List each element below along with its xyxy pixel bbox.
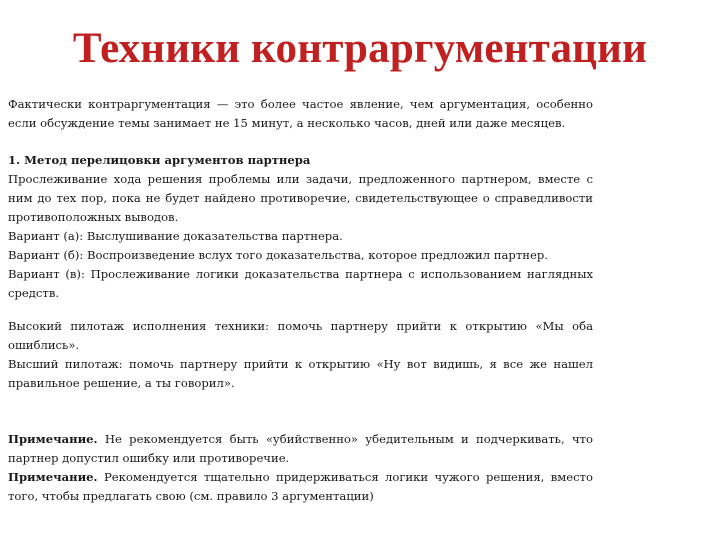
mastery-high — [8, 317, 593, 355]
variant-c — [8, 265, 593, 303]
spacer — [8, 303, 593, 317]
note-1 — [8, 430, 593, 468]
note-2 — [8, 468, 593, 506]
slide-title: Техники контраргументации — [72, 25, 648, 72]
mastery-highest-text: помочь партнеру прийти к открытию «Ну вот видишь, я все же нашел правильное решение, а ты говорил». — [8, 357, 594, 390]
variant-a — [8, 227, 593, 246]
intro-paragraph: Фактически контраргументация — это более частое явление, чем аргументация, особенно если обсуждение темы занимает не 15 минут, а несколько часов, дней или даже месяцев. — [8, 97, 593, 130]
method-description: Прослеживание хода решения проблемы или задачи, предложенного партнером, вместе с ним до тех пор, пока не будет найдено противоречие, свидетельствующее о справедливости противоположных выводов. — [8, 172, 593, 224]
variant-c-label: Вариант (в): — [8, 267, 85, 281]
method-heading: 1. Метод перелицовки аргументов партнера — [8, 153, 311, 167]
variant-a-label: Вариант (а): — [8, 229, 84, 243]
variant-b-label: Вариант (б): — [8, 248, 84, 262]
spacer — [8, 393, 593, 430]
mastery-highest — [8, 355, 593, 393]
mastery-high-label: Высокий пилотаж исполнения техники: — [8, 319, 269, 333]
note-1-label: Примечание. — [8, 432, 98, 446]
spacer — [8, 133, 593, 151]
variant-c-text: Прослеживание логики доказательства партнера с использованием наглядных средств. — [8, 267, 593, 300]
note-2-text: Рекомендуется тщательно придерживаться логики чужого решения, вместо того, чтобы предлагать свою (см. правило 3 аргументации) — [8, 470, 593, 503]
variant-a-text: Выслушивание доказательства партнера. — [86, 229, 343, 243]
variant-b — [8, 246, 593, 265]
mastery-high-text: помочь партнеру прийти к открытию «Мы оба ошиблись». — [8, 319, 593, 352]
note-1-text: Не рекомендуется быть «убийственно» убедительным и подчеркивать, что партнер допустил ошибку или противоречие. — [8, 432, 594, 465]
variant-b-text: Воспроизведение вслух того доказательства, которое предложил партнер. — [86, 248, 548, 262]
slide-body — [8, 95, 593, 506]
mastery-highest-label: Высший пилотаж: — [8, 357, 123, 371]
note-2-label: Примечание. — [8, 470, 98, 484]
